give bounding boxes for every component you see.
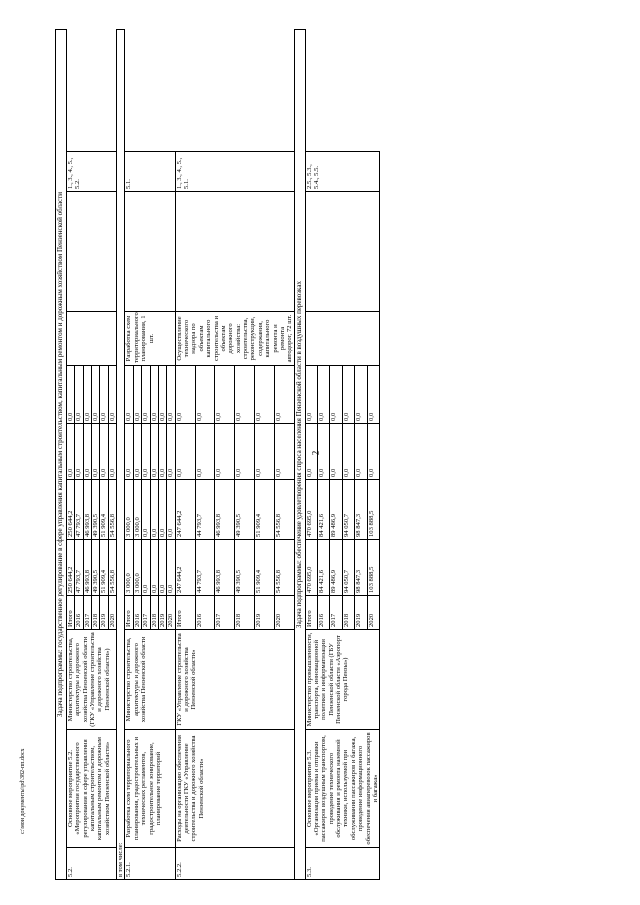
row-year: 2017 bbox=[83, 596, 91, 630]
row-value: 0,0 bbox=[195, 424, 215, 480]
row-value: 0,0 bbox=[274, 424, 294, 480]
row-year: 2016 bbox=[75, 596, 83, 630]
row-value: 0,0 bbox=[235, 424, 255, 480]
table-row bbox=[305, 29, 317, 879]
row-value: 0,0 bbox=[355, 366, 367, 424]
row-year: 2020 bbox=[167, 596, 175, 630]
row-value: 51 909,4 bbox=[100, 480, 108, 540]
section-title: Задача подпрограммы: обеспечение удовлетворения спроса населения Пензенской области в воздушных перевозках bbox=[294, 29, 305, 879]
row-value: 54 556,8 bbox=[108, 480, 116, 540]
row-value: 0,0 bbox=[175, 424, 195, 480]
row-code: 5.3. bbox=[305, 848, 380, 880]
row-value: 0,0 bbox=[150, 366, 158, 424]
row-year: Итого bbox=[175, 596, 195, 630]
row-value: 0,0 bbox=[305, 424, 317, 480]
row-value: 0,0 bbox=[158, 480, 166, 540]
row-value: 0,0 bbox=[255, 424, 275, 480]
row-value: 0,0 bbox=[274, 366, 294, 424]
rotated-table-container bbox=[55, 30, 610, 880]
subheader-row bbox=[117, 29, 125, 879]
row-value: 54 556,8 bbox=[274, 480, 294, 540]
section-title-row bbox=[294, 29, 305, 879]
table-row bbox=[175, 29, 195, 879]
program-table bbox=[55, 29, 380, 880]
row-value: 0,0 bbox=[167, 480, 175, 540]
row-value: 51 909,4 bbox=[100, 540, 108, 596]
row-value: 0,0 bbox=[125, 424, 133, 480]
row-value: 0,0 bbox=[142, 480, 150, 540]
row-year: 2020 bbox=[274, 596, 294, 630]
footer-path: c:\мои документы\pd\382-пп.docx bbox=[20, 748, 26, 834]
row-year: 2017 bbox=[215, 596, 235, 630]
page-number: 2 bbox=[310, 450, 321, 456]
row-year: 2017 bbox=[142, 596, 150, 630]
row-name: Основное мероприятие 5.3. «Организация приема и отправки пассажиров воздушным транспортом, проведение технического обслуживания и ремонта наземной техники, используемой при обслуживании пассажиров и багажа, проведение информационного обеспечения авиаперевозок пассажиров и багажа» bbox=[305, 730, 380, 848]
row-value: 0,0 bbox=[355, 424, 367, 480]
row-value: 470 695,0 bbox=[305, 480, 317, 540]
row-value: 54 556,8 bbox=[108, 540, 116, 596]
row-value: 0,0 bbox=[142, 424, 150, 480]
row-year: 2018 bbox=[235, 596, 255, 630]
row-value: 0,0 bbox=[215, 366, 235, 424]
row-value: 0,0 bbox=[66, 366, 74, 424]
row-value: 0,0 bbox=[167, 366, 175, 424]
row-value: 49 390,5 bbox=[91, 540, 99, 596]
row-value: 51 909,4 bbox=[255, 540, 275, 596]
row-value: 0,0 bbox=[108, 424, 116, 480]
row-value: 0,0 bbox=[66, 424, 74, 480]
row-value: 94 050,7 bbox=[342, 540, 354, 596]
row-value: 0,0 bbox=[342, 366, 354, 424]
row-value: 84 421,6 bbox=[317, 480, 329, 540]
row-value: 49 390,5 bbox=[235, 480, 255, 540]
row-year: 2017 bbox=[330, 596, 342, 630]
row-value: 470 695,0 bbox=[305, 540, 317, 596]
row-value: 3 000,0 bbox=[133, 480, 141, 540]
row-value: 94 050,7 bbox=[342, 480, 354, 540]
row-links: 1., 3., 4., 5., 5.1. bbox=[175, 152, 294, 192]
row-value: 0,0 bbox=[195, 366, 215, 424]
row-value: 0,0 bbox=[342, 424, 354, 480]
row-executor: Министерство строительства, архитектуры и дорожного хозяйства Пензенской области bbox=[125, 630, 175, 730]
row-year: 2020 bbox=[367, 596, 379, 630]
row-result: Осуществление технического надзора по объектам капитального строительства и объектам дорожного хозяйства: строительства, реконструкции, содержания, капитального ремонта и ремонта автодорог, 72 шт. bbox=[175, 312, 294, 366]
row-year: 2019 bbox=[255, 596, 275, 630]
row-value: 247 644,2 bbox=[175, 480, 195, 540]
row-year: Итого bbox=[305, 596, 317, 630]
row-year: Итого bbox=[125, 596, 133, 630]
row-executor: ГКУ «Управление строительства и дорожного хозяйства Пензенской области» bbox=[175, 630, 294, 730]
row-value: 54 556,8 bbox=[274, 540, 294, 596]
row-value: 89 486,9 bbox=[330, 540, 342, 596]
row-value: 0,0 bbox=[133, 366, 141, 424]
row-year: 2019 bbox=[158, 596, 166, 630]
row-name: Основное мероприятие 5.2. «Мероприятия государственного регулирования в сфере управления капитальным строительством, капитальным ремонтом и дорожным хозяйством Пензенской области» bbox=[66, 730, 116, 848]
row-value: 103 888,5 bbox=[367, 540, 379, 596]
row-links: 1., 3., 4., 5., 5.2. bbox=[66, 152, 116, 192]
row-value: 0,0 bbox=[142, 540, 150, 596]
row-value: 3 000,0 bbox=[133, 540, 141, 596]
row-value: 247 644,2 bbox=[175, 540, 195, 596]
row-value: 46 993,8 bbox=[215, 480, 235, 540]
row-value: 44 793,7 bbox=[195, 540, 215, 596]
row-value: 0,0 bbox=[317, 366, 329, 424]
row-value: 0,0 bbox=[125, 366, 133, 424]
row-value: 0,0 bbox=[167, 540, 175, 596]
row-value: 46 993,8 bbox=[83, 540, 91, 596]
row-value: 0,0 bbox=[367, 366, 379, 424]
row-year: 2018 bbox=[150, 596, 158, 630]
row-value: 51 909,4 bbox=[255, 480, 275, 540]
row-value: 47 793,7 bbox=[75, 540, 83, 596]
row-value: 250 644,2 bbox=[66, 540, 74, 596]
row-empty bbox=[66, 192, 116, 312]
row-value: 0,0 bbox=[175, 366, 195, 424]
row-value: 0,0 bbox=[255, 366, 275, 424]
row-value: 250 644,2 bbox=[66, 480, 74, 540]
row-value: 46 993,8 bbox=[83, 480, 91, 540]
section-title-row bbox=[56, 29, 67, 879]
row-value: 49 390,5 bbox=[235, 540, 255, 596]
row-value: 89 486,9 bbox=[330, 480, 342, 540]
row-value: 0,0 bbox=[150, 480, 158, 540]
row-value: 3 000,0 bbox=[125, 480, 133, 540]
row-value: 0,0 bbox=[305, 366, 317, 424]
row-year: 2018 bbox=[91, 596, 99, 630]
row-value: 0,0 bbox=[317, 424, 329, 480]
row-value: 84 421,6 bbox=[317, 540, 329, 596]
row-value: 0,0 bbox=[91, 424, 99, 480]
row-value: 0,0 bbox=[150, 540, 158, 596]
subheader: в том числе: bbox=[117, 29, 125, 879]
table-body bbox=[56, 29, 380, 879]
row-year: 2016 bbox=[317, 596, 329, 630]
row-year: 2018 bbox=[342, 596, 354, 630]
row-empty bbox=[305, 192, 380, 312]
row-year: 2016 bbox=[195, 596, 215, 630]
row-result bbox=[66, 312, 116, 366]
row-value: 46 993,8 bbox=[215, 540, 235, 596]
row-code: 5.2. bbox=[66, 848, 116, 880]
row-value: 0,0 bbox=[215, 424, 235, 480]
row-value: 0,0 bbox=[108, 366, 116, 424]
row-empty bbox=[175, 192, 294, 312]
row-value: 0,0 bbox=[75, 424, 83, 480]
row-value: 0,0 bbox=[142, 366, 150, 424]
section-title: Задача подпрограммы: государственное регулирование в сфере управления капитальным строительством, капитальным ремонтом и дорожным хозяйством Пензенской области bbox=[56, 29, 67, 879]
row-value: 98 847,3 bbox=[355, 480, 367, 540]
row-value: 47 793,7 bbox=[75, 480, 83, 540]
row-value: 0,0 bbox=[330, 424, 342, 480]
row-value: 0,0 bbox=[167, 424, 175, 480]
row-year: 2019 bbox=[100, 596, 108, 630]
row-links: 2.5., 5.3., 5.4., 5.5. bbox=[305, 152, 380, 192]
row-value: 0,0 bbox=[330, 366, 342, 424]
row-value: 0,0 bbox=[83, 366, 91, 424]
row-links: 5.1. bbox=[125, 152, 175, 192]
row-result bbox=[305, 312, 380, 366]
row-result: Разработка схем территориального планирования, 1 шт. bbox=[125, 312, 175, 366]
table-row bbox=[66, 29, 74, 879]
row-value: 3 000,0 bbox=[125, 540, 133, 596]
row-year: 2020 bbox=[108, 596, 116, 630]
row-value: 0,0 bbox=[75, 366, 83, 424]
row-value: 0,0 bbox=[150, 424, 158, 480]
row-empty bbox=[125, 192, 175, 312]
row-name: Расходы на организацию обеспечения деятельности ГКУ «Управление строительства и дорожного хозяйства Пензенской области» bbox=[175, 730, 294, 848]
row-value: 0,0 bbox=[158, 540, 166, 596]
row-value: 0,0 bbox=[100, 366, 108, 424]
row-code: 5.2.1. bbox=[125, 848, 175, 880]
row-value: 0,0 bbox=[100, 424, 108, 480]
row-value: 0,0 bbox=[235, 366, 255, 424]
row-year: Итого bbox=[66, 596, 74, 630]
row-year: 2019 bbox=[355, 596, 367, 630]
row-code: 5.2.2. bbox=[175, 848, 294, 880]
row-value: 0,0 bbox=[133, 424, 141, 480]
row-value: 0,0 bbox=[158, 424, 166, 480]
row-value: 49 390,5 bbox=[91, 480, 99, 540]
row-value: 0,0 bbox=[367, 424, 379, 480]
table-row bbox=[125, 29, 133, 879]
row-name: Разработка схем территориального планирования, градостроительных и технических регламентов, градостроительное зонирование, планирование территорий bbox=[125, 730, 175, 848]
row-year: 2016 bbox=[133, 596, 141, 630]
row-value: 0,0 bbox=[158, 366, 166, 424]
row-executor: Министерство промышленности, транспорта, инновационной политики и информатизации Пензенской области (ГБУ Пензенской области «Аэропорт города Пензы») bbox=[305, 630, 380, 730]
row-executor: Министерство строительства, архитектуры и дорожного хозяйства Пензенской области (ГКУ «Управление строительства и дорожного хозяйства Пензенской области») bbox=[66, 630, 116, 730]
row-value: 44 793,7 bbox=[195, 480, 215, 540]
row-value: 103 888,5 bbox=[367, 480, 379, 540]
row-value: 0,0 bbox=[83, 424, 91, 480]
row-value: 98 847,3 bbox=[355, 540, 367, 596]
row-value: 0,0 bbox=[91, 366, 99, 424]
